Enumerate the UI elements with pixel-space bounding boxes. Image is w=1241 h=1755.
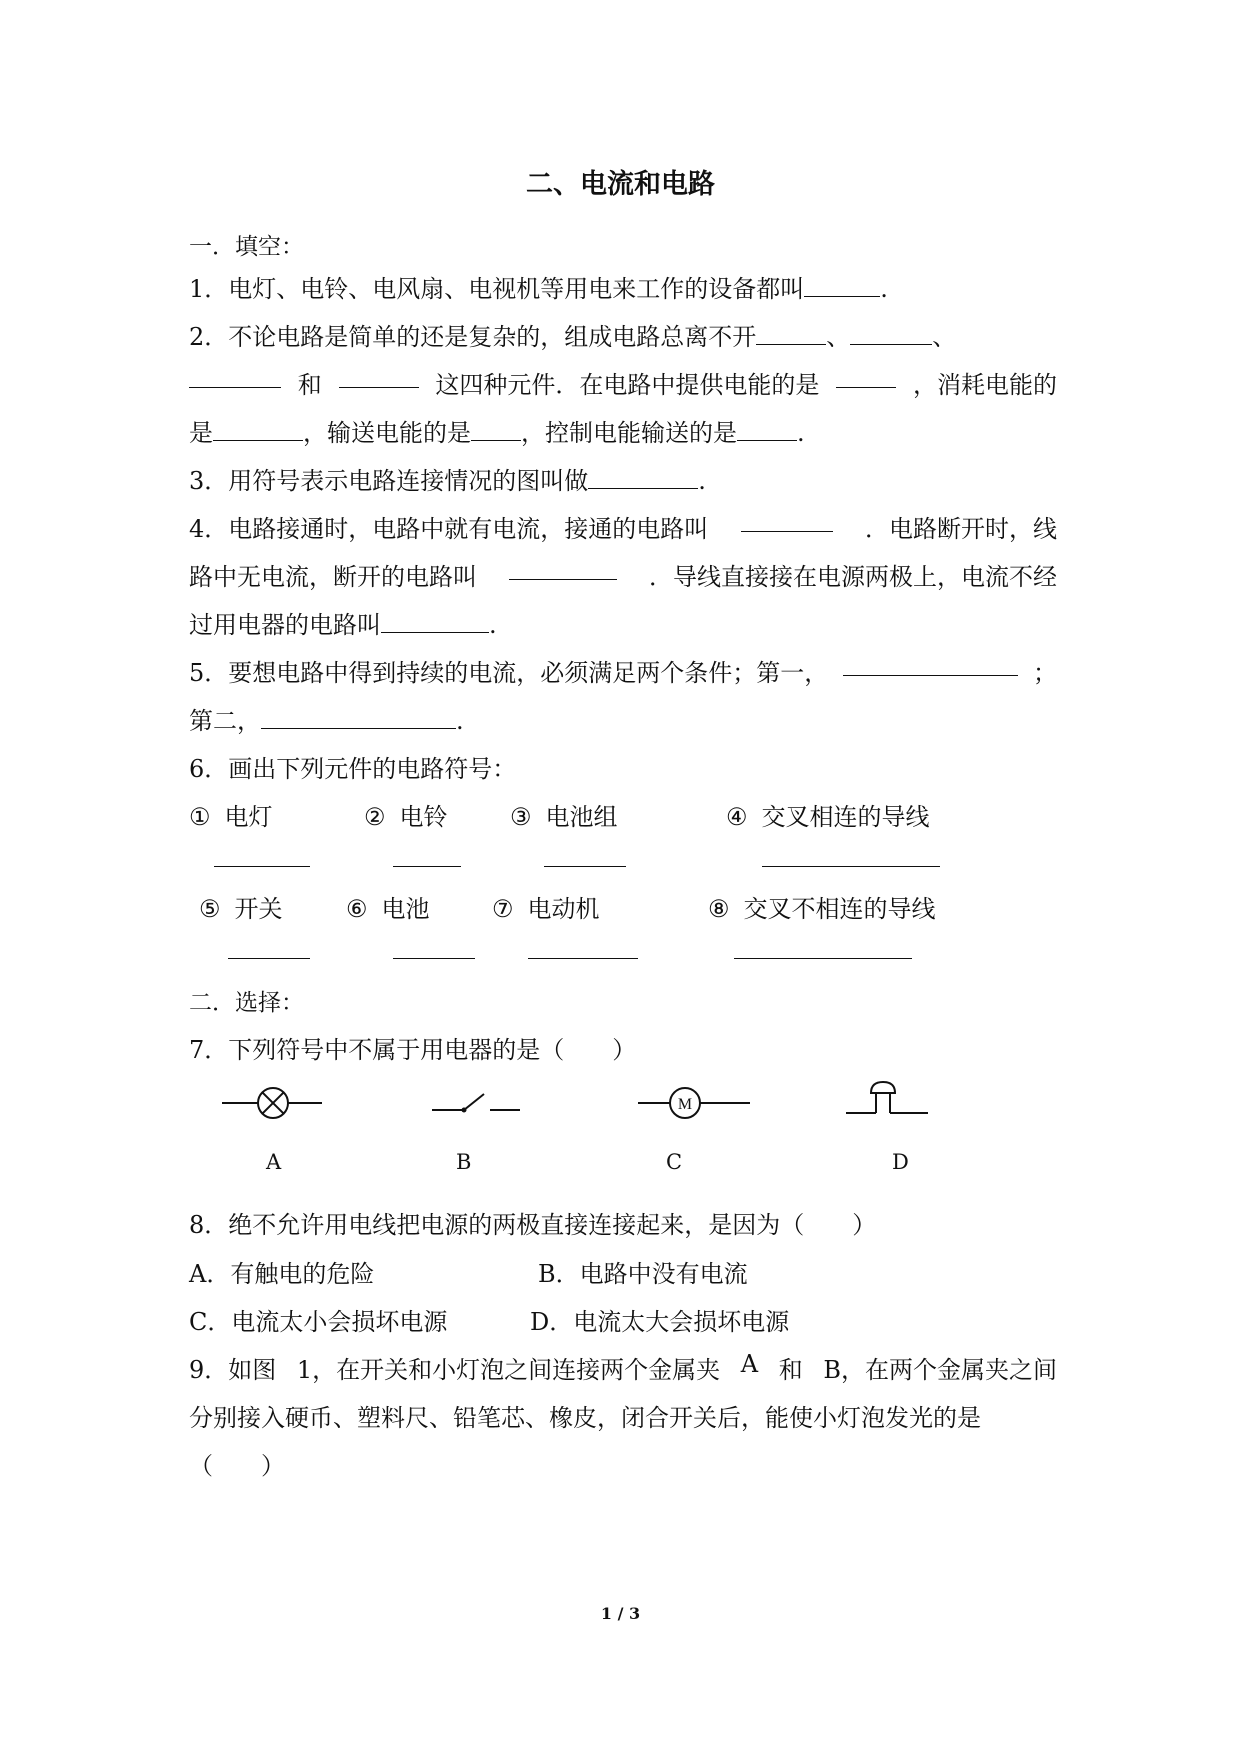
motor-symbol-label: M [677, 1096, 693, 1113]
switch-icon [432, 1085, 522, 1121]
question-2-text-d: 和 [297, 371, 322, 399]
component-item-lamp [189, 797, 273, 832]
answer-blank [261, 706, 456, 729]
question-9-text-e: B，在两个金属夹之间 [823, 1356, 1057, 1384]
option-c-label: C [666, 1150, 683, 1174]
option-d-label: D [892, 1150, 909, 1174]
section-choice-heading: 二．选择： [189, 990, 304, 1016]
question-4-text-e: 过用电器的电路叫 [189, 611, 381, 639]
question-2-text-e: 这四种元件．在电路中提供电能的是 [435, 371, 820, 399]
answer-blank [804, 274, 880, 297]
component-item-battery-pack [510, 797, 618, 832]
question-9-text-d: 和 [778, 1356, 803, 1384]
answer-blank [339, 365, 419, 388]
answer-blank [741, 509, 833, 532]
item-label: 电灯 [224, 803, 273, 831]
question-9-text-b: 1，在开关和小灯泡之间连接两个金属夹 [296, 1356, 721, 1384]
question-4-text-f: . [489, 611, 497, 639]
question-5-text-b: ； [1033, 659, 1057, 687]
answer-blank [509, 557, 617, 580]
answer-blank [850, 322, 932, 345]
component-item-crossing-wires [708, 889, 936, 924]
item-number: ② [364, 803, 386, 831]
question-7: 7．下列符号中不属于用电器的是（ ） [189, 1036, 637, 1064]
item-label: 电铃 [399, 803, 448, 831]
question-4-line-1 [189, 509, 1057, 544]
item-number: ⑦ [492, 895, 514, 923]
question-2-text-a: 2．不论电路是简单的还是复杂的，组成电路总离不开 [189, 323, 757, 351]
answer-blank [737, 418, 797, 441]
item-number: ⑤ [199, 895, 221, 923]
answer-blank [836, 365, 896, 388]
question-3-text: 3．用符号表示电路连接情况的图叫做 [189, 467, 589, 495]
component-item-bell [364, 797, 448, 832]
question-2-text-b: 、 [826, 323, 851, 351]
item-number: ④ [726, 803, 748, 831]
question-1 [189, 269, 888, 304]
question-5-line-2 [189, 701, 464, 736]
question-8-option-a: A．有触电的危险 [189, 1260, 375, 1288]
question-9-line-1 [189, 1350, 1057, 1385]
question-2-text-c: 、 [932, 323, 957, 351]
question-4-text-c: 路中无电流，断开的电路叫 [189, 563, 477, 591]
answer-blank [756, 322, 826, 345]
question-2-text-f: ，消耗电能的 [912, 371, 1057, 399]
question-8-option-b: B．电路中没有电流 [538, 1260, 748, 1288]
item-label: 开关 [234, 895, 283, 923]
question-6: 6．画出下列元件的电路符号： [189, 755, 517, 783]
question-5-text-a: 5．要想电路中得到持续的电流，必须满足两个条件；第一， [189, 659, 829, 687]
item-number: ⑧ [708, 895, 730, 923]
answer-line-connected-wires [762, 866, 940, 867]
answer-line-battery-pack [544, 866, 626, 867]
motor-icon [638, 1085, 750, 1121]
question-1-end: . [880, 275, 888, 303]
item-label: 电池 [381, 895, 430, 923]
component-item-switch [199, 889, 283, 924]
question-2-text-j: . [797, 419, 805, 447]
answer-line-crossing-wires [734, 958, 912, 959]
lamp-icon [222, 1085, 322, 1121]
answer-line-cell [393, 958, 475, 959]
component-item-connected-wires [726, 797, 930, 832]
answer-line-bell [393, 866, 461, 867]
option-a-label: A [266, 1150, 282, 1174]
section-fill-in-heading: 一．填空： [189, 234, 304, 260]
question-9-line-2: 分别接入硬币、塑料尺、铅笔芯、橡皮，闭合开关后，能使小灯泡发光的是 [189, 1404, 981, 1432]
question-5-text-c: 第二， [189, 707, 261, 735]
question-9-text-a: 9．如图 [189, 1356, 277, 1384]
option-b-label: B [456, 1150, 472, 1174]
question-8-option-d: D．电流太大会损坏电源 [530, 1308, 790, 1336]
question-2-line-2 [189, 365, 1057, 400]
answer-blank [213, 418, 303, 441]
item-number: ⑥ [346, 895, 368, 923]
question-4-text-b: ．电路断开时，线 [865, 515, 1057, 543]
answer-blank [588, 466, 698, 489]
question-9-line-3: （ ） [189, 1452, 285, 1480]
question-2-text-g: 是 [189, 419, 213, 447]
bell-icon [846, 1075, 928, 1121]
item-number: ③ [510, 803, 532, 831]
answer-line-motor [528, 958, 638, 959]
answer-line-switch [228, 958, 310, 959]
question-9-text-c: A [740, 1350, 759, 1378]
question-5-line-1 [189, 653, 1057, 688]
question-4-text-a: 4．电路接通时，电路中就有电流，接通的电路叫 [189, 515, 709, 543]
question-4-text-d: ．导线直接接在电源两极上，电流不经 [649, 563, 1057, 591]
answer-blank [843, 653, 1018, 676]
question-4-line-3 [189, 605, 497, 640]
answer-blank [189, 365, 281, 388]
item-number: ① [189, 803, 211, 831]
question-2-text-h: ，输送电能的是 [303, 419, 471, 447]
question-3 [189, 461, 706, 496]
question-2-line-3 [189, 413, 805, 448]
item-label: 电池组 [545, 803, 618, 831]
item-label: 电动机 [527, 895, 600, 923]
question-1-text: 1．电灯、电铃、电风扇、电视机等用电来工作的设备都叫 [189, 275, 805, 303]
page-number: 1 / 3 [600, 1604, 641, 1623]
answer-blank [471, 418, 521, 441]
question-8-option-c: C．电流太小会损坏电源 [189, 1308, 448, 1336]
answer-line-lamp [214, 866, 310, 867]
component-item-motor [492, 889, 600, 924]
question-8: 8．绝不允许用电线把电源的两极直接连接起来，是因为（ ） [189, 1211, 877, 1239]
item-label: 交叉不相连的导线 [743, 895, 936, 923]
question-2-line-1 [189, 317, 956, 352]
page-title: 二、电流和电路 [526, 169, 715, 200]
answer-blank [381, 610, 489, 633]
item-label: 交叉相连的导线 [761, 803, 930, 831]
question-4-line-2 [189, 557, 1057, 592]
question-3-end: . [698, 467, 706, 495]
component-item-cell [346, 889, 430, 924]
question-2-text-i: ，控制电能输送的是 [521, 419, 737, 447]
question-5-text-d: . [456, 707, 464, 735]
